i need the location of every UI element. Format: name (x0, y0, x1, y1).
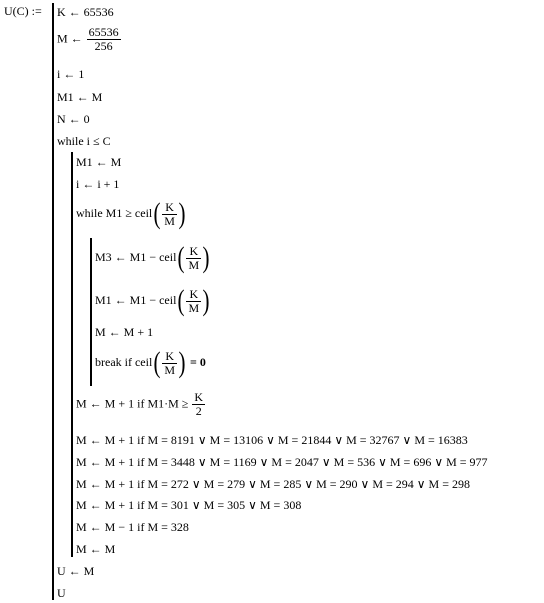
line-m-increment: M ← M + 1 (95, 325, 154, 339)
fraction-numerator: K (194, 390, 204, 404)
fraction-numerator: K (189, 286, 199, 301)
ceil-paren-group: ( $\frac{K}{M}$ ) (153, 346, 186, 379)
m-assign-fraction (87, 26, 121, 53)
half-condition-lhs: M ← M + 1 if M1·M ≥ (76, 396, 189, 411)
program-bar-while-outer (71, 152, 73, 557)
fraction-denominator: M (164, 213, 175, 228)
line-condition-3: M ← M + 1 if M = 272 ∨ M = 279 ∨ M = 285 ∨ M = 290 ∨ M = 294 ∨ M = 298 (76, 477, 470, 491)
line-break (95, 348, 206, 378)
program-bar-outer (52, 3, 54, 600)
fraction-numerator: K (165, 348, 174, 363)
fraction-denominator: 2 (192, 404, 205, 418)
line-m1-assign: M1 ← M (57, 90, 103, 104)
program-bar-while-inner (90, 238, 92, 386)
line-while-inner-cond (76, 199, 187, 229)
fraction-denominator: 256 (87, 39, 121, 53)
break-lhs: break if ceil (95, 354, 153, 369)
fraction-numerator: 65536 (88, 25, 119, 39)
ceil-paren-group: ( $\frac{K}{M}$ ) (153, 197, 186, 230)
line-while-i-increment: i ← i + 1 (76, 177, 120, 191)
fraction-denominator: M (164, 362, 175, 377)
m1-update-lhs: M1 ← M1 − ceil (95, 292, 177, 307)
line-m3-assign (95, 243, 211, 273)
fraction-denominator: M (188, 257, 200, 272)
fraction-numerator: K (189, 243, 199, 258)
line-condition-1: M ← M + 1 if M = 8191 ∨ M = 13106 ∨ M = 21844 ∨ M = 32767 ∨ M = 16383 (76, 433, 468, 447)
line-u-assign: U ← M (57, 564, 95, 578)
break-rhs: = 0 (189, 354, 206, 369)
line-m1-update (95, 286, 211, 316)
line-m-identity: M ← M (76, 542, 116, 556)
fraction-denominator: M (188, 300, 200, 315)
m-assign-lhs: M ← (57, 31, 83, 46)
line-condition-5: M ← M − 1 if M = 328 (76, 520, 189, 534)
line-condition-2: M ← M + 1 if M = 3448 ∨ M = 1169 ∨ M = 2047 ∨ M = 536 ∨ M = 696 ∨ M = 977 (76, 455, 488, 469)
ceil-paren-group: ( $\frac{K}{M}$ ) (177, 284, 210, 317)
line-while-outer: while i ≤ C (57, 134, 111, 148)
ceil-paren-group: ( $\frac{K}{M}$ ) (177, 241, 210, 274)
half-fraction (192, 391, 205, 418)
function-definition-head: U(C) := (4, 4, 42, 18)
line-half-condition (76, 391, 206, 418)
line-i-assign: i ← 1 (57, 67, 85, 81)
line-n-assign: N ← 0 (57, 112, 90, 126)
line-m-assign (57, 26, 122, 53)
line-k-assign: K ← 65536 (57, 5, 114, 19)
while-inner-lhs: while M1 ≥ ceil (76, 205, 153, 220)
line-condition-4: M ← M + 1 if M = 301 ∨ M = 305 ∨ M = 308 (76, 498, 302, 512)
line-return-u: U (57, 586, 66, 600)
m3-assign-lhs: M3 ← M1 − ceil (95, 249, 177, 264)
line-while-m1-assign: M1 ← M (76, 155, 122, 169)
fraction-numerator: K (165, 199, 174, 214)
